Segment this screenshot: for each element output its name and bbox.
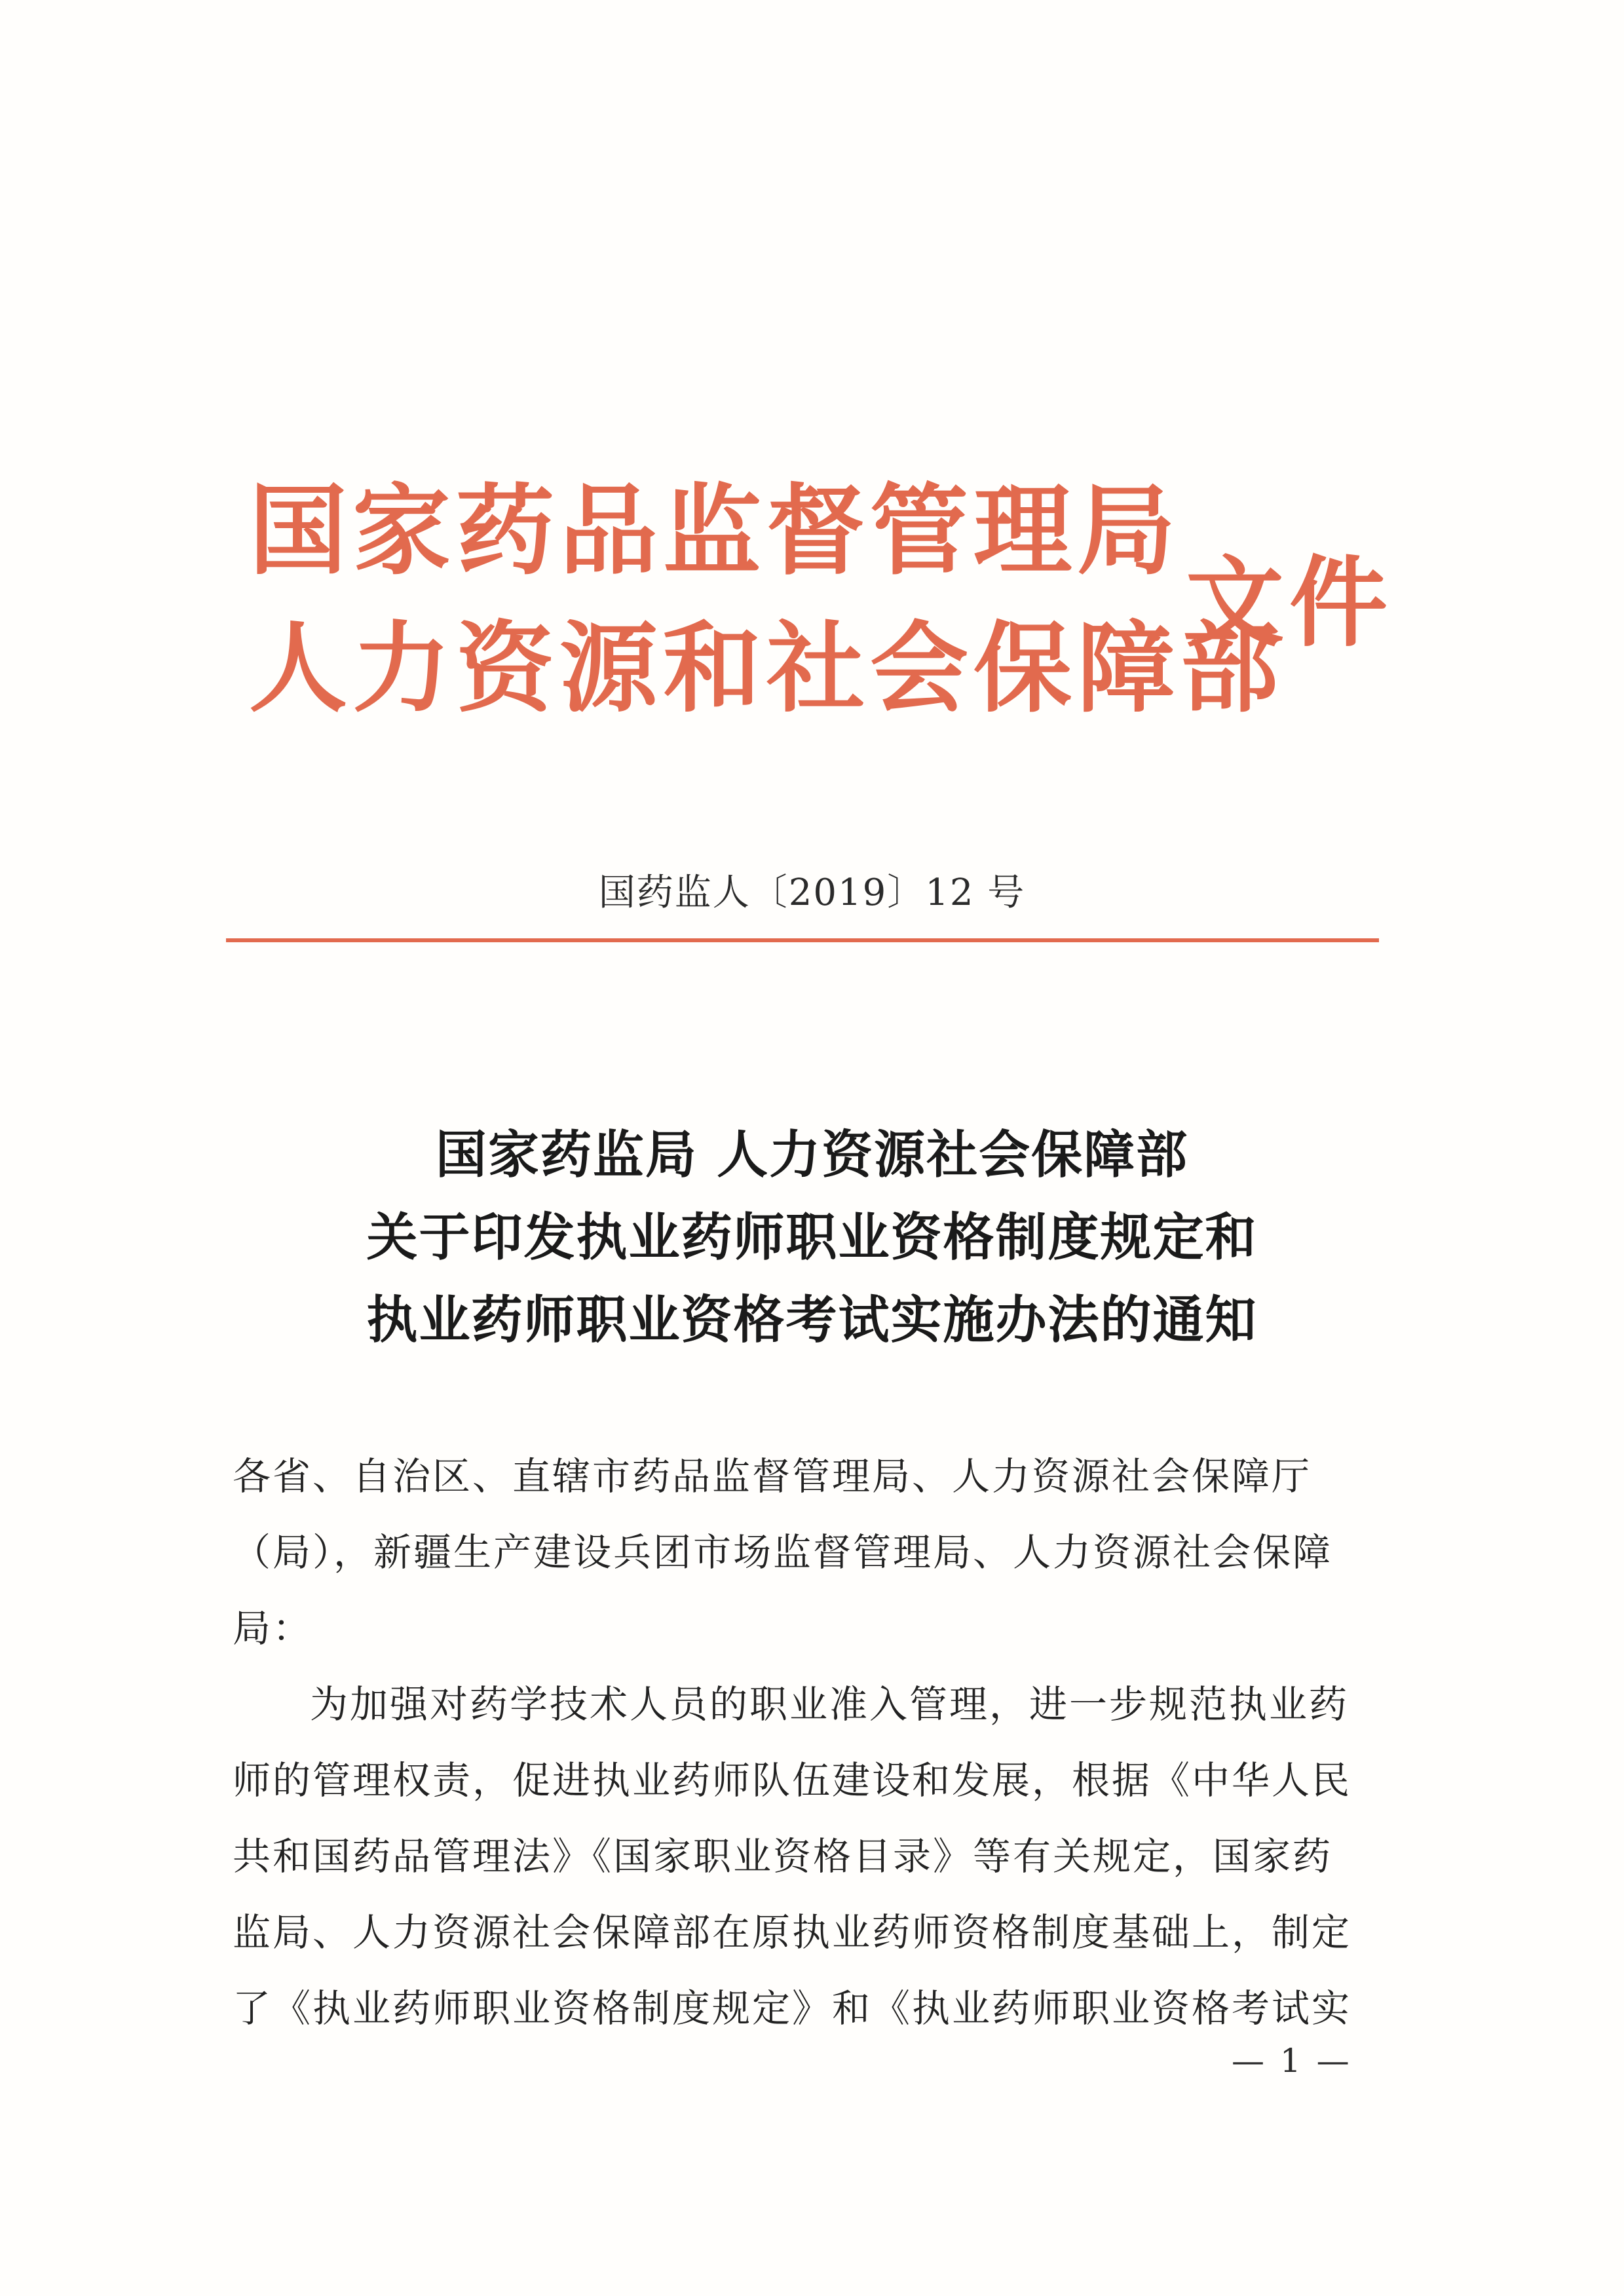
paragraph-line: 为加强对药学技术人员的职业准入管理，进一步规范执业药 <box>310 1682 1350 1727</box>
paragraph-line: 监局、人力资源社会保障部在原执业药师资格制度基础上，制定 <box>233 1910 1352 1955</box>
document-title <box>0 1114 1624 1362</box>
paragraph-line: 共和国药品管理法》《国家职业资格目录》等有关规定，国家药 <box>233 1834 1333 1879</box>
header-document-suffix: 文件 <box>1186 545 1393 660</box>
document-number: 国药监人〔2019〕12 号 <box>598 871 1026 914</box>
paragraph-line: 了《执业药师职业资格制度规定》和《执业药师职业资格考试实 <box>233 1986 1352 2031</box>
title-line-1: 国家药监局 人力资源社会保障部 <box>435 1126 1189 1185</box>
page-number: — 1 — <box>1232 2042 1352 2080</box>
title-line-2: 关于印发执业药师职业资格制度规定和 <box>366 1208 1258 1267</box>
title-line-3: 执业药师职业资格考试实施办法的通知 <box>366 1291 1258 1350</box>
addressee-line: （局），新疆生产建设兵团市场监督管理局、人力资源社会保障 <box>233 1530 1333 1575</box>
addressee-line: 各省、自治区、直辖市药品监督管理局、人力资源社会保障厅 <box>233 1454 1312 1499</box>
header-divider-line <box>226 938 1379 942</box>
document-body <box>233 1438 1386 2046</box>
issuing-authority-header <box>249 472 1428 747</box>
paragraph-line: 师的管理权责，促进执业药师队伍建设和发展，根据《中华人民 <box>233 1758 1352 1803</box>
header-authority-1: 国家药品监督管理局 <box>249 473 1181 588</box>
header-authority-2: 人力资源和社会保障部 <box>249 611 1285 726</box>
addressee-line: 局： <box>233 1606 313 1651</box>
